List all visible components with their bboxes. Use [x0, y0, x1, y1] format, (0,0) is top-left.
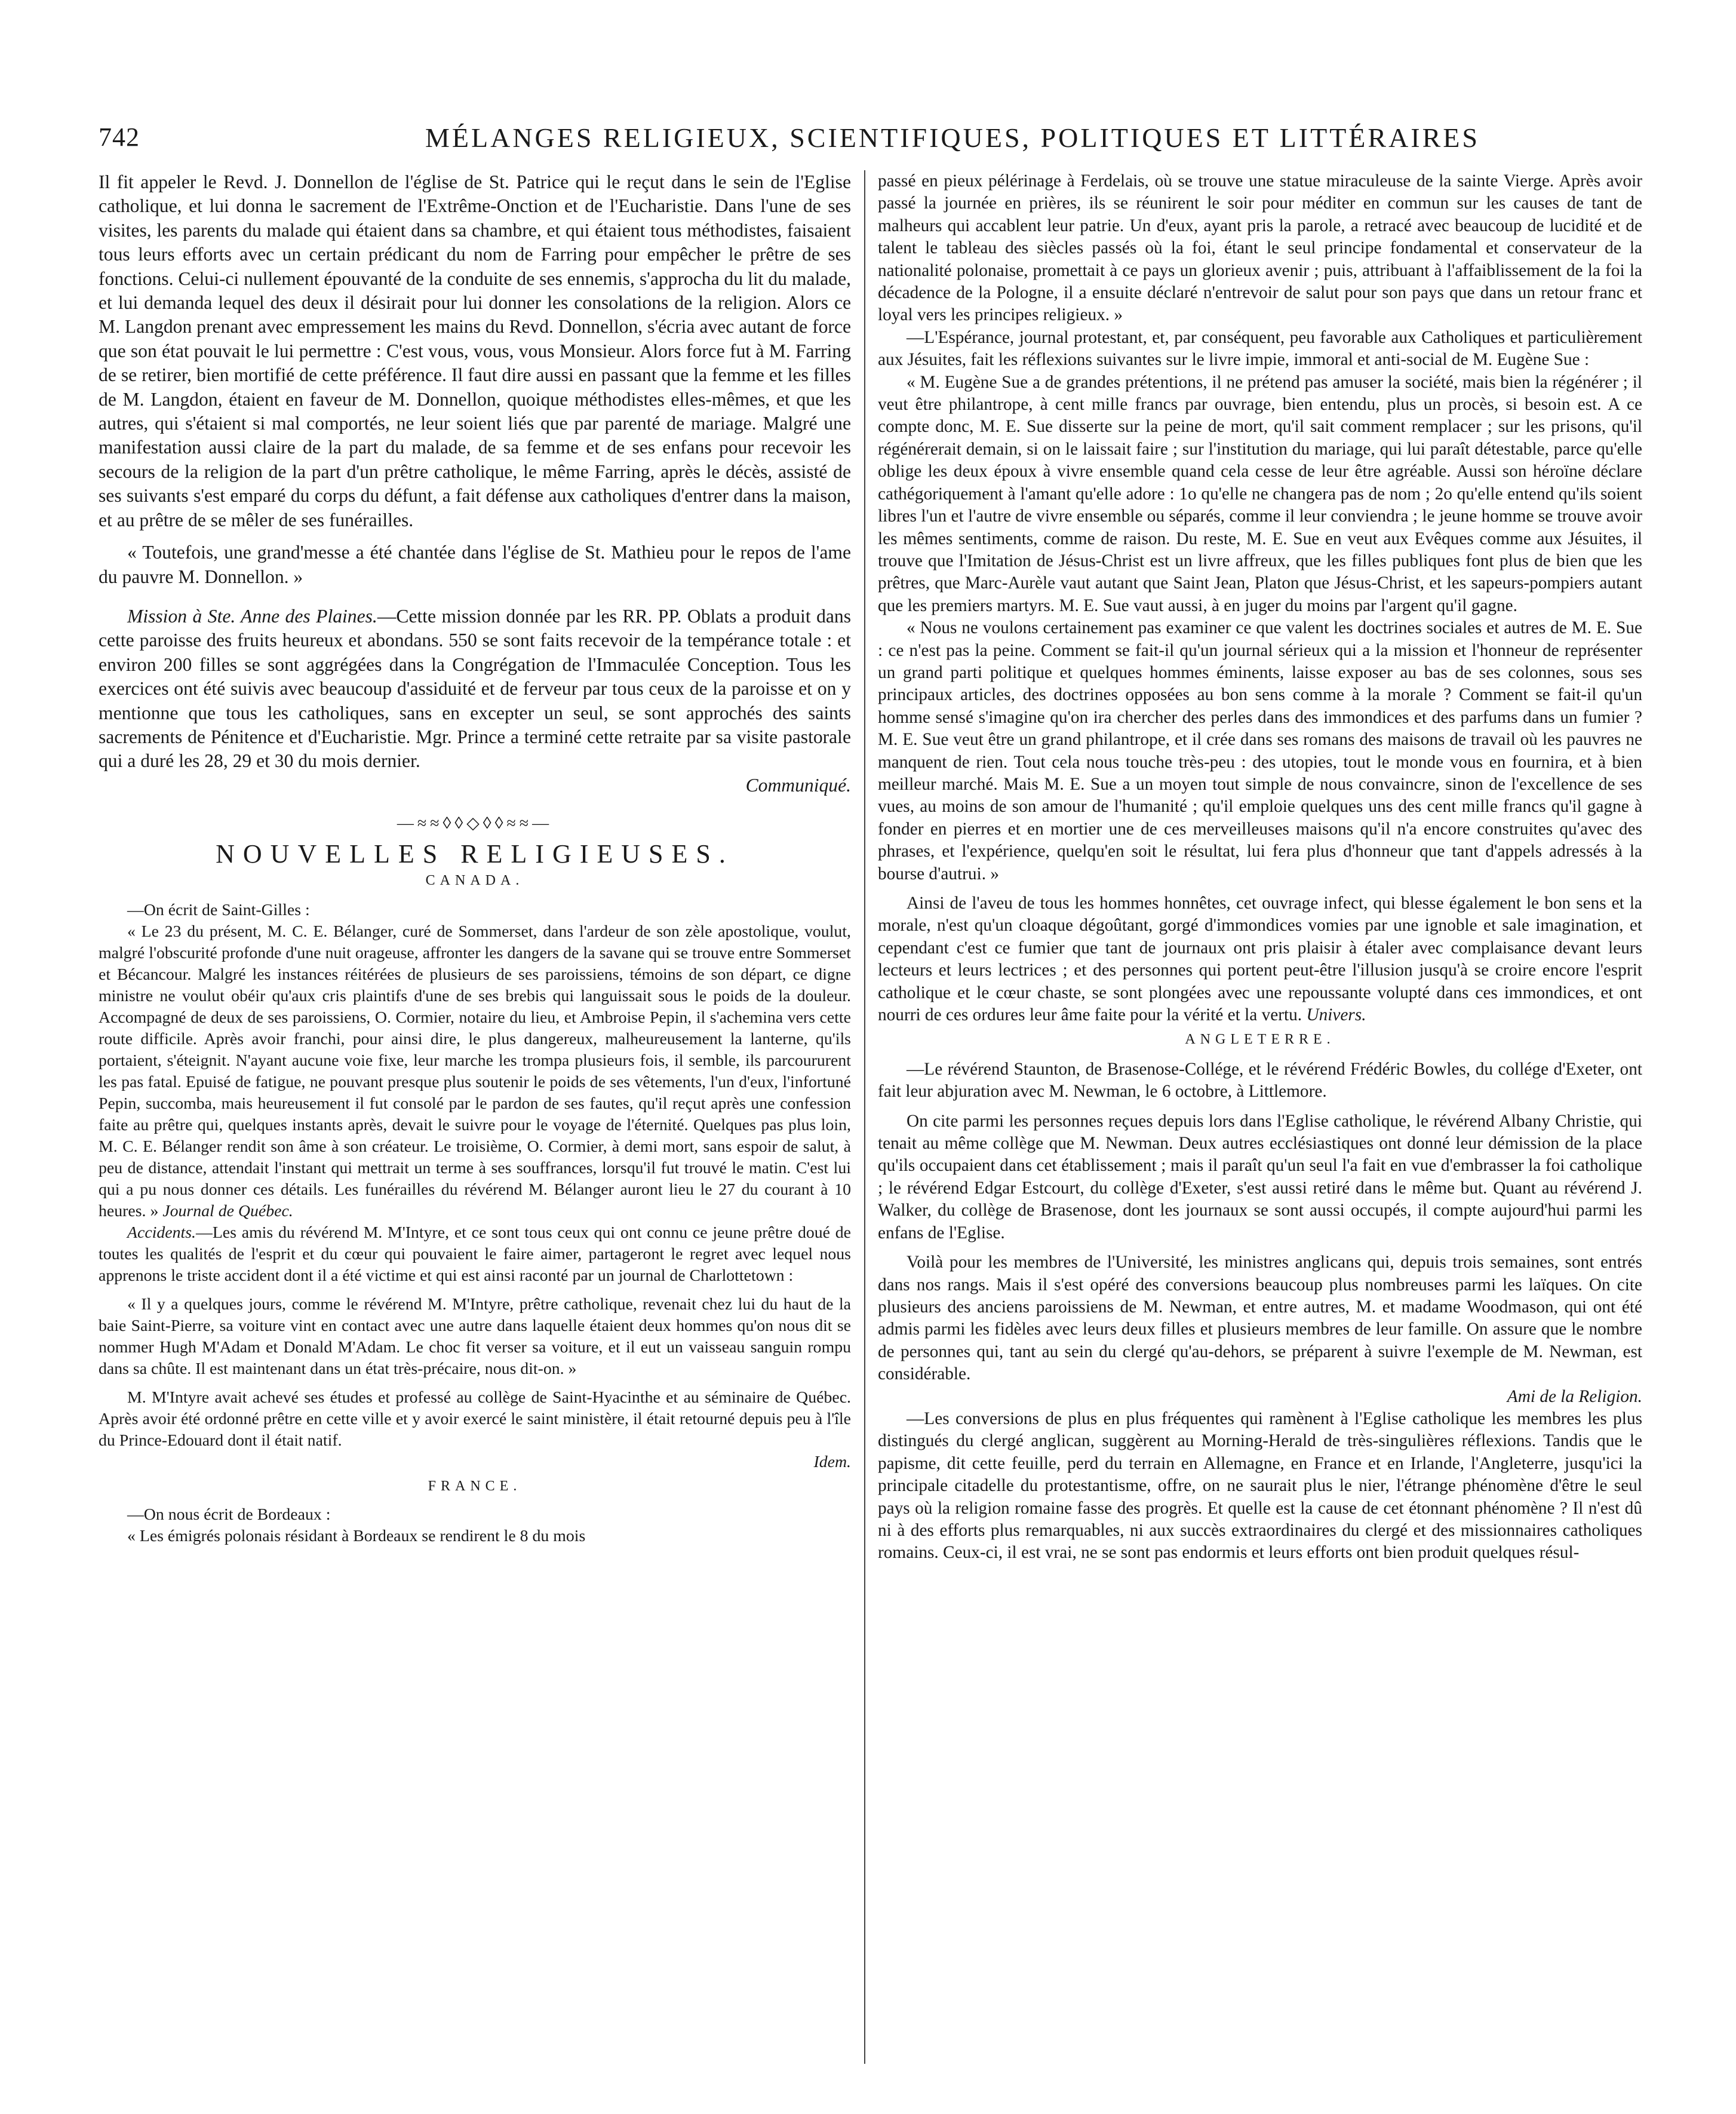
university-paragraph — [878, 1251, 1642, 1408]
column-rule — [864, 170, 865, 2064]
france-subheading: FRANCE. — [428, 1478, 522, 1495]
donnellon-quote: « Toutefois, une grand'messe a été chantée dans l'église de St. Mathieu pour le repos de l'ame du pauvre M. Donnellon. » — [99, 542, 851, 587]
right-column — [878, 170, 1642, 1564]
mission-paragraph — [99, 605, 851, 797]
page-header — [99, 113, 1639, 161]
ornament-divider: —≈≈◊◊◇◊◊≈≈— — [397, 814, 553, 833]
running-title: MÉLANGES RELIGIEUX, SCIENTIFIQUES, POLITIQUES ET LITTÉRAIRES — [425, 122, 1480, 153]
angleterre-subheading: ANGLETERRE. — [1185, 1032, 1335, 1048]
mintyre-body: M. M'Intyre avait achevé ses études et professé au collège de Saint-Hyacinthe et au séminaire de Québec. Après avoir été ordonné prêtre en cette ville et y avoir exercé le saint ministère, il était retourné depuis peu à l'île du Prince-Edouard dont il était natif. — [99, 1388, 851, 1450]
canada-subheading: CANADA. — [425, 872, 524, 888]
christie-paragraph: On cite parmi les personnes reçues depuis lors dans l'Eglise catholique, le révérend Albany Christie, qui tenait au même collège que M. Newman. Deux autres ecclésiastiques ont donné leur démission de la place qu'ils occupaient dans cet établissement ; mais il paraît qu'un seul l'a fait en vue d'embrasser la foi catholique ; le révérend Edgar Estcourt, du collège d'Exeter, s'est aussi retiré dans le même but. Quant au révérend J. Walker, du collège de Brasenose, dont les journaux se sont aussi occupés, il compte aujourd'hui parmi les enfans de l'Eglise. — [878, 1111, 1642, 1242]
accidents-body: —Les amis du révérend M. M'Intyre, et ce sont tous ceux qui ont connu ce jeune prêtre doué de toutes les qualités de l'esprit et du cœur qui pouvaient le faire aimer, partageront le regret avec lequel nous apprenons le triste accident dont il a été victime et qui est ainsi raconté par un journal de Charlottetown : — [99, 1223, 851, 1285]
esperance-intro: —L'Espérance, journal protestant, et, par conséquent, peu favorable aux Catholiques et particulièrement aux Jésuites, fait les réflexions suivantes sur le livre impie, immoral et anti-social de M. Eugène Sue : — [878, 327, 1642, 370]
morning-herald-paragraph: —Les conversions de plus en plus fréquentes qui ramènent à l'Eglise catholique les membres les plus distingués du clergé anglican, suggèrent au Morning-Herald de très-singulières réflexions. Tandis que le papisme, dit cette feuille, perd du terrain en Allemagne, en France et en Irlande, l'Angleterre, jusqu'ici la principale citadelle du protestantisme, offre, on ne saurait plus le nier, l'étrange phénomène d'être le seul pays où la religion romaine fasse des progrès. Et quelle est la cause de cet étonnant phénomène ? Il n'est dû ni à des efforts plus remarquables, ni aux succès extraordinaires du clergé et des missionnaires catholiques romains. Ceux-ci, il est vrai, ne se sont pas endormis et leurs efforts ont bien produit quelques résul- — [878, 1409, 1642, 1563]
univers-body: Ainsi de l'aveu de tous les hommes honnêtes, cet ouvrage infect, qui blesse également le bon sens et la morale, n'est qu'un cloaque dégoûtant, gorgé d'immondices vomies par une ignoble et sale imagination, et cependant c'est ce fumier que tant de journaux ont pris plaisir à étaler avec complaisance devant leurs lecteurs et leurs lectrices ; et des personnes qui portent peut-être l'illusion jusqu'à se croire encore l'esprit catholique et le cœur chaste, se sont plongées avec une repoussante volupté dans ces immondices, et ont nourri de ces ordures leur âme faite pour la vérité et la vertu. — [878, 894, 1642, 1025]
mission-signature: Communiqué. — [745, 774, 851, 796]
mission-title: Mission à Ste. Anne des Plaines. — [127, 605, 377, 627]
left-column — [99, 170, 851, 1547]
canada-news — [99, 900, 851, 1547]
mintyre-paragraph — [99, 1387, 851, 1473]
st-gilles-paragraph — [99, 921, 851, 1222]
bordeaux-body: « Les émigrés polonais résidant à Bordeaux se rendirent le 8 du mois — [127, 1527, 586, 1546]
bordeaux-continuation: passé en pieux pélérinage à Ferdelais, où se trouve une statue miraculeuse de la sainte Vierge. Après avoir passé la journée en prières, ils se réunirent le soir pour méditer en commun sur les causes de tant de malheurs qui accablent leur patrie. Un d'eux, ayant pris la parole, a retracé avec beaucoup de lucidité et de talent le tableau des siècles passés où la foi, étant le seul principe fondamental et conservateur de la nationalité polonaise, promettait à ce pays un glorieux avenir ; puis, attribuant à l'affaiblissement de la foi la décadence de la Pologne, il a ensuite déclaré n'entrevoir de salut pour son pays que dans un retour franc et loyal vers les principes religieux. » — [878, 171, 1642, 325]
donnellon-paragraph: Il fit appeler le Revd. J. Donnellon de l'église de St. Patrice qui le reçut dans le sein de l'Eglise catholique, et lui donna le sacrement de l'Extrême-Onction et de l'Eucharistie. Dans l'une de ses visites, les parents du malade qui étaient dans sa chambre, et qui étaient tous méthodistes, faisaient tous leurs efforts avec un certain prédicant du nom de Farring pour empêcher le prêtre de ses fonctions. Celui-ci nullement épouvanté de la conduite de ses ennemis, s'approcha du lit du malade, et lui demanda lequel des deux il désirait pour lui donner les consolations de la religion. Alors ce M. Langdon prenant avec empressement les mains du Revd. Donnellon, s'écria avec autant de force que son état pouvait le lui permettre : C'est vous, vous, vous Monsieur. Alors force fut à M. Farring de se retirer, bien mortifié de cette préférence. Il faut dire aussi en passant que la femme et les filles de M. Langdon, étaient en faveur de M. Donnellon, quoique méthodistes elles-mêmes, et que les autres, qui s'étaient si mal comportés, ne leur soient liés que par parenté de mariage. Malgré une manifestation aussi claire de la part du malade, de sa femme et de ses enfans pour recevoir les secours de la religion de la part d'un prêtre catholique, le même Farring, après le décès, assisté de ses suivants s'est emparé du corps du défunt, a fait défense aux catholiques d'entrer dans la maison, et au prêtre de se mêler de ses funérailles. — [99, 171, 851, 530]
st-gilles-intro: —On écrit de Saint-Gilles : — [127, 901, 310, 920]
bordeaux-intro: —On nous écrit de Bordeaux : — [127, 1505, 331, 1524]
sue-quote-2: « Nous ne voulons certainement pas examiner ce que valent les doctrines sociales et autres de M. E. Sue : ce n'est pas la peine. Comment se fait-il qu'un journal sérieux qui a la mission et l'honneur de représenter un grand parti politique et quelques hommes éminents, laisse exposer au bas de ses colonnes, sous ses principaux articles, des doctrines opposées au bon sens comme à la morale ? Comment se fait-il qu'un homme sensé s'imagine qu'on ira chercher des perles dans des immondices et des parfums dans un fumier ? M. E. Sue veut être un grand philantrope, et il crée dans ses romans des maisons de travail où les pauvres ne manquent de rien. Tout cela nous touche très-peu : des utopies, tout le monde vous en fournira, et à bien meilleur marché. Mais M. E. Sue a un moyen tout simple de nous convaincre, sinon de l'excellence de ses vues, au moins de son amour de l'humanité ; qu'il emploie quelques uns des cent mille francs qu'il gagne à fonder en pierres et en mortier une de ces merveilleuses maisons qu'il n'a encore construites qu'avec des phrases, et l'expérience, quelqu'en soit le résultat, lui fera plus d'honneur que tant d'appels adressés à la bourse d'autrui. » — [878, 618, 1642, 883]
univers-signature: Univers. — [1306, 1005, 1366, 1025]
mintyre-signature: Idem. — [813, 1453, 851, 1472]
accidents-quote: « Il y a quelques jours, comme le révérend M. M'Intyre, prêtre catholique, revenait chez lui du haut de la baie Saint-Pierre, sa voiture vint en contact avec une autre dans laquelle étaient deux hommes qu'on nous dit se nommer Hugh M'Adam et Donald M'Adam. Le choc fit verser sa voiture, et il eut un vaisseau sanguin rompu dans sa chûte. Il est maintenant dans un état très-précaire, nous dit-on. » — [99, 1295, 851, 1379]
news-section-title: NOUVELLES RELIGIEUSES. — [216, 839, 734, 869]
mission-body: —Cette mission donnée par les RR. PP. Oblats a produit dans cette paroisse des fruits heureux et abondans. 550 se sont faits recevoir de la tempérance totale : et environ 200 filles se sont aggrégées dans la Congrégation de l'Immaculée Conception. Tous les exercices ont été suivis avec beaucoup d'assiduité et de ferveur par tous ceux de la paroisse et on y mentionne que tous les catholiques, sans en excepter un seul, se sont approchés des saints sacrements de Pénitence et d'Eucharistie. Mgr. Prince a terminé cette retraite par sa visite pastorale qui a duré les 28, 29 et 30 du mois dernier. — [99, 605, 851, 772]
accidents-title: Accidents. — [127, 1223, 196, 1242]
staunton-paragraph: —Le révérend Staunton, de Brasenose-Collége, et le révérend Frédéric Bowles, du collége d'Exeter, ont fait leur abjuration avec M. Newman, le 6 octobre, à Littlemore. — [878, 1059, 1642, 1102]
st-gilles-signature: Journal de Québec. — [162, 1202, 293, 1221]
accidents-paragraph — [99, 1222, 851, 1287]
university-body: Voilà pour les membres de l'Université, les ministres anglicans qui, depuis trois semaines, sont entrés dans nos rangs. Mais il s'est opéré des conversions beaucoup plus nombreuses parmi les laïques. On cite plusieurs des anciens paroissiens de M. Newman, et entre autres, M. et madame Woodmason, qui ont été admis parmi les fidèles avec leurs deux filles et plusieurs membres de leur famille. On assure que le nombre de personnes qui, tant au sein du clergé qu'au-dehors, se préparent à suivre l'exemple de M. Newman, est considérable. — [878, 1253, 1642, 1384]
page-number: 742 — [99, 122, 140, 152]
sue-quote-1: « M. Eugène Sue a de grandes prétentions, il ne prétend pas amuser la société, mais bien la régénérer ; il veut être philantrope, à cent mille francs par ouvrage, bien entendu, plus un procès, si besoin est. A ce compte donc, M. E. Sue disserte sur la peine de mort, qu'il sait comment remplacer ; sur les prisons, qu'il régénérerait demain, si on le laissait faire ; sur l'institution du mariage, qui lui paraît détestable, parce qu'elle oblige les deux époux à vivre ensemble quand cela cesse de leur être agréable. Aussi son héroïne déclare cathégoriquement à l'amant qu'elle adore : 1o qu'elle ne changera pas de nom ; 2o qu'elle entend qu'ils soient libres l'un et l'autre de vivre ensemble ou séparés, comme il leur conviendra ; le jeune homme se trouve avoir les mêmes sentiments, comme de raison. Du reste, M. E. Sue en veut aux Evêques comme aux Jésuites, il trouve que l'Imitation de Jésus-Christ est un livre affreux, que les filles publiques font plus de bien que les prêtres, que Marc-Aurèle vaut autant que Saint Jean, Platon que Jésus-Christ, et les sapeurs-pompiers autant que les premiers martyrs. M. E. Sue vaut aussi, à en juger du moins par l'argent qu'il gagne. — [878, 372, 1642, 615]
ami-signature: Ami de la Religion. — [1507, 1386, 1642, 1406]
st-gilles-body: « Le 23 du présent, M. C. E. Bélanger, curé de Sommerset, dans l'ardeur de son zèle apostolique, voulut, malgré l'obscurité profonde d'une nuit orageuse, affronter les dangers de la savane qui se trouve entre Sommerset et Bécancour. Malgré les instances réitérées de plusieurs de ses paroissiens, témoins de son départ, ce digne ministre ne voulut obéir qu'aux cris plaintifs d'une de ses brebis qui languissait sous le poids de la douleur. Accompagné de deux de ses paroissiens, O. Cormier, notaire du lieu, et Ambroise Pepin, il s'achemina vers cette route difficile. Après avoir franchi, pour ainsi dire, le plus dangereux, malheureusement la lanterne, qu'ils portaient, s'éteignit. N'ayant aucune voie fixe, leur marche les trompa plusieurs fois, il semble, ils parcoururent les pas fatal. Epuisé de fatigue, ne pouvant presque plus soutenir le poids de ses vêtements, l'un d'eux, l'infortuné Pepin, succomba, mais heureusement il fut consolé par le pardon de ses fautes, qu'il reçut après une confession faite au prêtre qui, quelques instants après, devait le suivre pour le voyage de l'éternité. Quelques pas plus loin, M. C. E. Bélanger rendit son âme à son créateur. Le troisième, O. Cormier, à demi mort, sans espoir de salut, à peu de distance, attendait l'instant qui mettrait un terme à ses souffrances, lorsqu'il fut trouvé le matin. C'est lui qui a pu nous donner ces détails. Les funérailles du révérend M. Bélanger auront lieu le 27 du courant à 10 heures. » — [99, 922, 851, 1221]
univers-paragraph — [878, 892, 1642, 1026]
